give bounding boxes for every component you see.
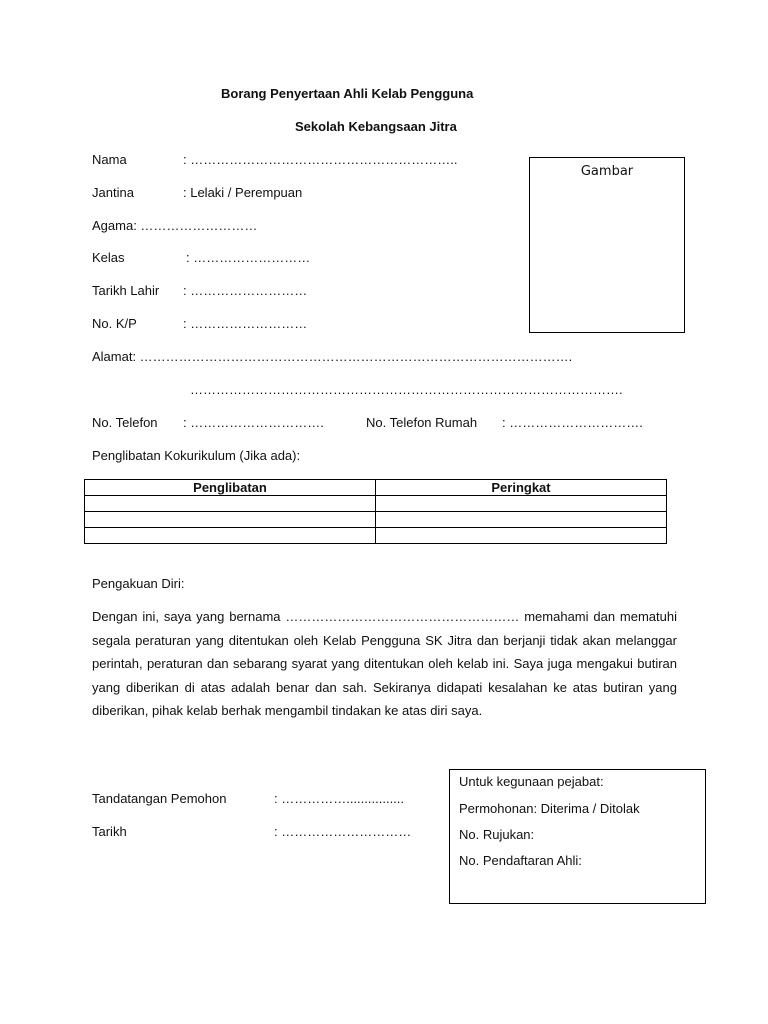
tarikh-lahir-label: Tarikh Lahir xyxy=(92,283,160,298)
form-title: Borang Penyertaan Ahli Kelab Pengguna xyxy=(221,86,474,101)
office-use-box xyxy=(449,769,706,904)
tarikh-lahir-field[interactable]: : ……………………… xyxy=(183,283,308,298)
kelas-field[interactable]: : ……………………… xyxy=(186,250,311,265)
alamat-field-line2[interactable]: ………………………………………………………………………………………. xyxy=(190,382,623,397)
photo-label: Gambar xyxy=(580,164,634,179)
declaration-text: Dengan ini, saya yang bernama ……………………………………………… memahami dan mematuhi segala peraturan yang ditentukan oleh Kelab Pengguna SK Jitra dan berjanji tidak akan melanggar perintah, peraturan dan sebarang syarat yang ditentukan oleh kelab ini. Saya juga mengakui butiran yang diberikan di atas adalah benar dan sah. Sekiranya didapati kesalahan ke atas butiran yang diberikan, pihak kelab berhak mengambil tindakan ke atas diri saya. xyxy=(92,609,677,718)
school-name: Sekolah Kebangsaan Jitra xyxy=(295,119,457,134)
table-cell[interactable] xyxy=(376,512,667,528)
nama-field[interactable]: : …………………………………………………….. xyxy=(183,152,458,167)
tarikh-field[interactable]: : ………………………… xyxy=(274,824,412,839)
agama-field[interactable]: Agama: ……………………… xyxy=(92,218,258,233)
table-cell[interactable] xyxy=(376,496,667,512)
kelas-label: Kelas xyxy=(92,250,125,265)
office-pendaftaran: No. Pendaftaran Ahli: xyxy=(459,853,582,868)
jantina-label: Jantina xyxy=(92,185,134,200)
table-cell[interactable] xyxy=(85,512,376,528)
telefon-rumah-field[interactable]: : …………………………. xyxy=(502,415,643,430)
office-heading: Untuk kegunaan pejabat: xyxy=(459,774,604,789)
telefon-rumah-label: No. Telefon Rumah xyxy=(366,415,478,430)
office-permohonan: Permohonan: Diterima / Ditolak xyxy=(459,801,640,816)
header-peringkat: Peringkat xyxy=(376,480,667,496)
table-header-row xyxy=(85,480,667,496)
table-row xyxy=(85,512,667,528)
table-cell[interactable] xyxy=(85,528,376,544)
table-cell[interactable] xyxy=(376,528,667,544)
jantina-field[interactable]: : Lelaki / Perempuan xyxy=(183,185,303,200)
telefon-label: No. Telefon xyxy=(92,415,158,430)
alamat-field[interactable]: Alamat: ………………………………………………………………………………………. xyxy=(92,349,573,364)
cocurricular-table xyxy=(84,479,667,544)
nama-label: Nama xyxy=(92,152,127,167)
table-row xyxy=(85,528,667,544)
telefon-field[interactable]: : …………………………. xyxy=(183,415,324,430)
declaration-heading: Pengakuan Diri: xyxy=(92,576,185,591)
tandatangan-field[interactable]: : ……………................ xyxy=(274,791,405,806)
table-cell[interactable] xyxy=(85,496,376,512)
office-rujukan: No. Rujukan: xyxy=(459,827,535,842)
kp-label: No. K/P xyxy=(92,316,137,331)
table-row xyxy=(85,496,667,512)
header-penglibatan: Penglibatan xyxy=(85,480,376,496)
kp-field[interactable]: : ……………………… xyxy=(183,316,308,331)
tandatangan-label: Tandatangan Pemohon xyxy=(92,791,227,806)
kokurikulum-label: Penglibatan Kokurikulum (Jika ada): xyxy=(92,448,301,463)
tarikh-label: Tarikh xyxy=(92,824,127,839)
photo-box xyxy=(529,157,685,333)
